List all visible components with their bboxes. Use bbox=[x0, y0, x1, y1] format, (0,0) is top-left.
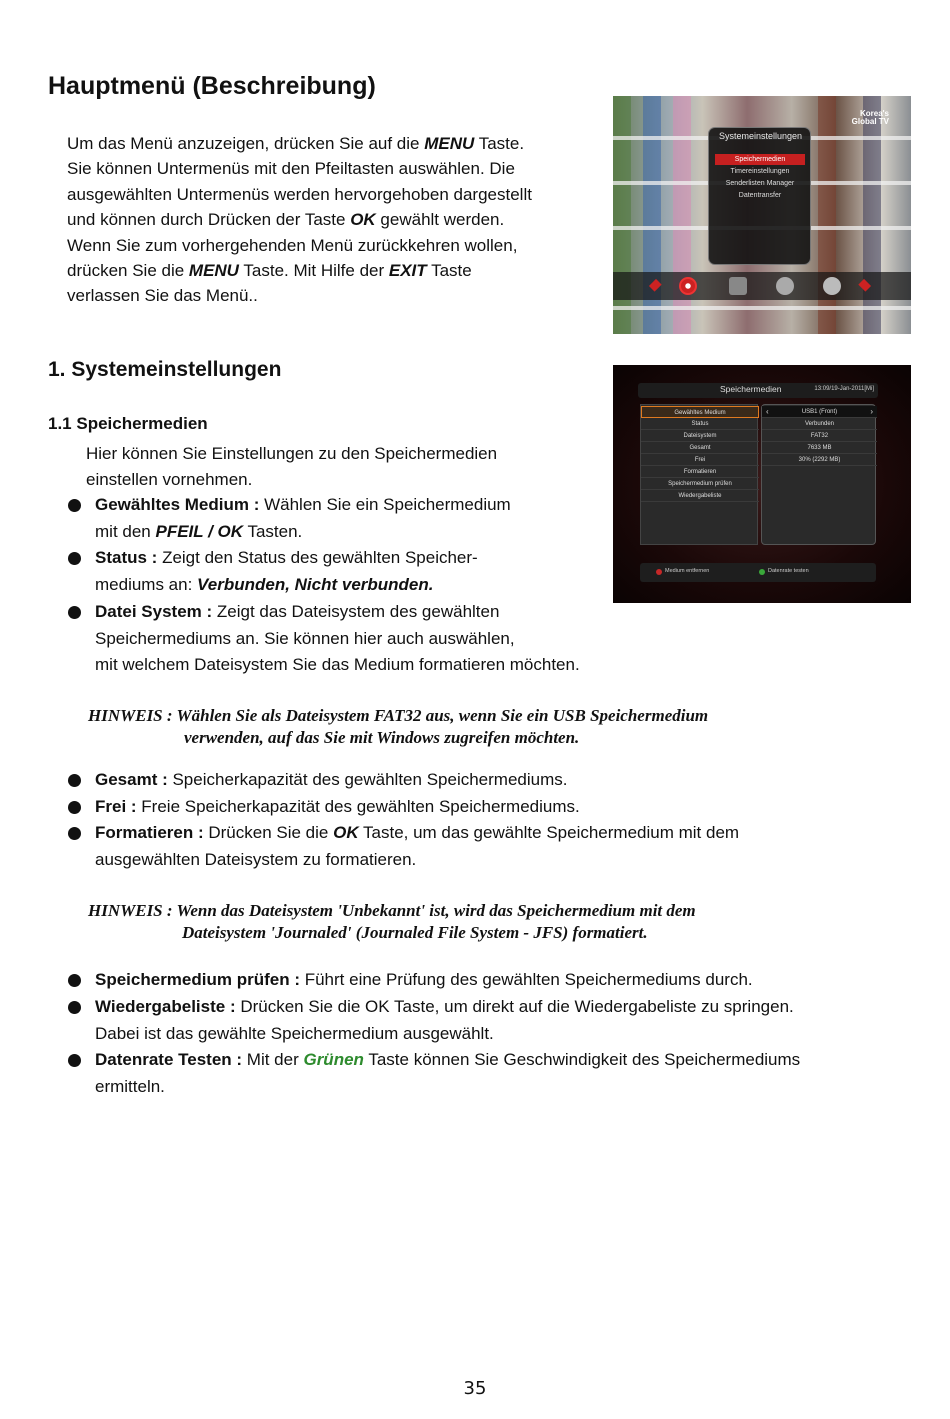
speed-test-hint: Datenrate testen bbox=[768, 568, 809, 574]
chevron-right-icon: › bbox=[870, 407, 873, 416]
storage-label-list bbox=[640, 404, 758, 545]
storage-value: 30% (2292 MB) bbox=[762, 454, 877, 466]
bullet-icon bbox=[68, 1001, 81, 1014]
storage-label[interactable]: Wiedergabeliste bbox=[641, 490, 759, 502]
subsection-heading: 1.1 Speichermedien bbox=[48, 414, 208, 433]
bullet-icon bbox=[68, 552, 81, 565]
bullet-icon bbox=[68, 606, 81, 619]
media-icon[interactable] bbox=[823, 277, 841, 295]
channel-logo: Korea's Global TV bbox=[851, 109, 889, 126]
page-number: 35 bbox=[463, 1378, 487, 1399]
red-button-icon bbox=[656, 569, 662, 575]
menu-item-timer[interactable]: Timereinstellungen bbox=[730, 168, 790, 175]
datetime: 13:09/19-Jan-2011[Mi] bbox=[814, 386, 874, 392]
storage-label[interactable]: Dateisystem bbox=[641, 430, 759, 442]
bullet-icon bbox=[68, 1054, 81, 1067]
green-button-icon bbox=[759, 569, 765, 575]
bullet-icon bbox=[68, 774, 81, 787]
storage-label[interactable]: Formatieren bbox=[641, 466, 759, 478]
satellite-icon[interactable] bbox=[776, 277, 794, 295]
menu-item-data-transfer[interactable]: Datentransfer bbox=[738, 192, 782, 199]
intro-paragraph: Um das Menü anzuzeigen, drücken Sie auf die MENU Taste. Sie können Untermenüs mit den Pfeiltasten auswählen. Die ausgewählten Untermenüs werden hervorgehoben dargestellt und können durch Drücken der Taste OK gewählt werden. Wenn Sie zum vorhergehenden Menü zurückkehren wollen, drücken Sie die MENU Taste. Mit Hilfe der EXIT Taste verlassen Sie das Menü.. bbox=[67, 134, 532, 306]
arrow-right-icon[interactable] bbox=[857, 279, 871, 293]
storage-media-screenshot bbox=[613, 365, 911, 603]
note-fat32: HINWEIS : Wählen Sie als Dateisystem FAT32 aus, wenn Sie ein USB Speichermedium verwenden, auf das Sie mit Windows zugreifen möchten. bbox=[88, 706, 709, 747]
storage-label[interactable]: Speichermedium prüfen bbox=[641, 478, 759, 490]
storage-label[interactable]: Status bbox=[641, 418, 759, 430]
menu-icon-bar bbox=[613, 272, 911, 300]
main-menu-screenshot bbox=[613, 96, 911, 334]
storage-label[interactable]: Gesamt bbox=[641, 442, 759, 454]
gear-icon[interactable] bbox=[679, 277, 697, 295]
section-heading: 1. Systemeinstellungen bbox=[48, 358, 282, 381]
storage-value: 7633 MB bbox=[762, 442, 877, 454]
storage-value[interactable]: ‹ USB1 (Front) › bbox=[762, 406, 877, 418]
bullet-icon bbox=[68, 499, 81, 512]
storage-value: Verbunden bbox=[762, 418, 877, 430]
menu-title: Systemeinstellungen bbox=[718, 131, 803, 141]
storage-footer bbox=[640, 563, 876, 582]
remove-medium-hint: Medium entfernen bbox=[665, 568, 710, 574]
bullet-icon bbox=[68, 974, 81, 987]
arrow-left-icon[interactable] bbox=[649, 279, 663, 293]
chevron-left-icon: ‹ bbox=[766, 407, 769, 416]
system-settings-menu bbox=[708, 127, 811, 265]
storage-title-bar: Speichermedien 13:09/19-Jan-2011[Mi] bbox=[638, 383, 878, 398]
storage-value: FAT32 bbox=[762, 430, 877, 442]
bullet-icon bbox=[68, 827, 81, 840]
menu-item-channel-manager[interactable]: Senderlisten Manager bbox=[725, 180, 795, 187]
page-title: Hauptmenü (Beschreibung) bbox=[48, 72, 376, 100]
tools-icon[interactable] bbox=[729, 277, 747, 295]
subsection-description: Hier können Sie Einstellungen zu den Speichermedien einstellen vornehmen. bbox=[86, 444, 498, 489]
menu-item-storage[interactable]: Speichermedien bbox=[715, 154, 805, 165]
storage-label[interactable]: Frei bbox=[641, 454, 759, 466]
bullet-icon bbox=[68, 801, 81, 814]
storage-value-list bbox=[761, 404, 876, 545]
note-jfs: HINWEIS : Wenn das Dateisystem 'Unbekannt' ist, wird das Speichermedium mit dem Dateisystem 'Journaled' (Journaled File System - JFS) formatiert. bbox=[88, 901, 696, 942]
storage-label[interactable]: Gewähltes Medium bbox=[641, 406, 759, 418]
